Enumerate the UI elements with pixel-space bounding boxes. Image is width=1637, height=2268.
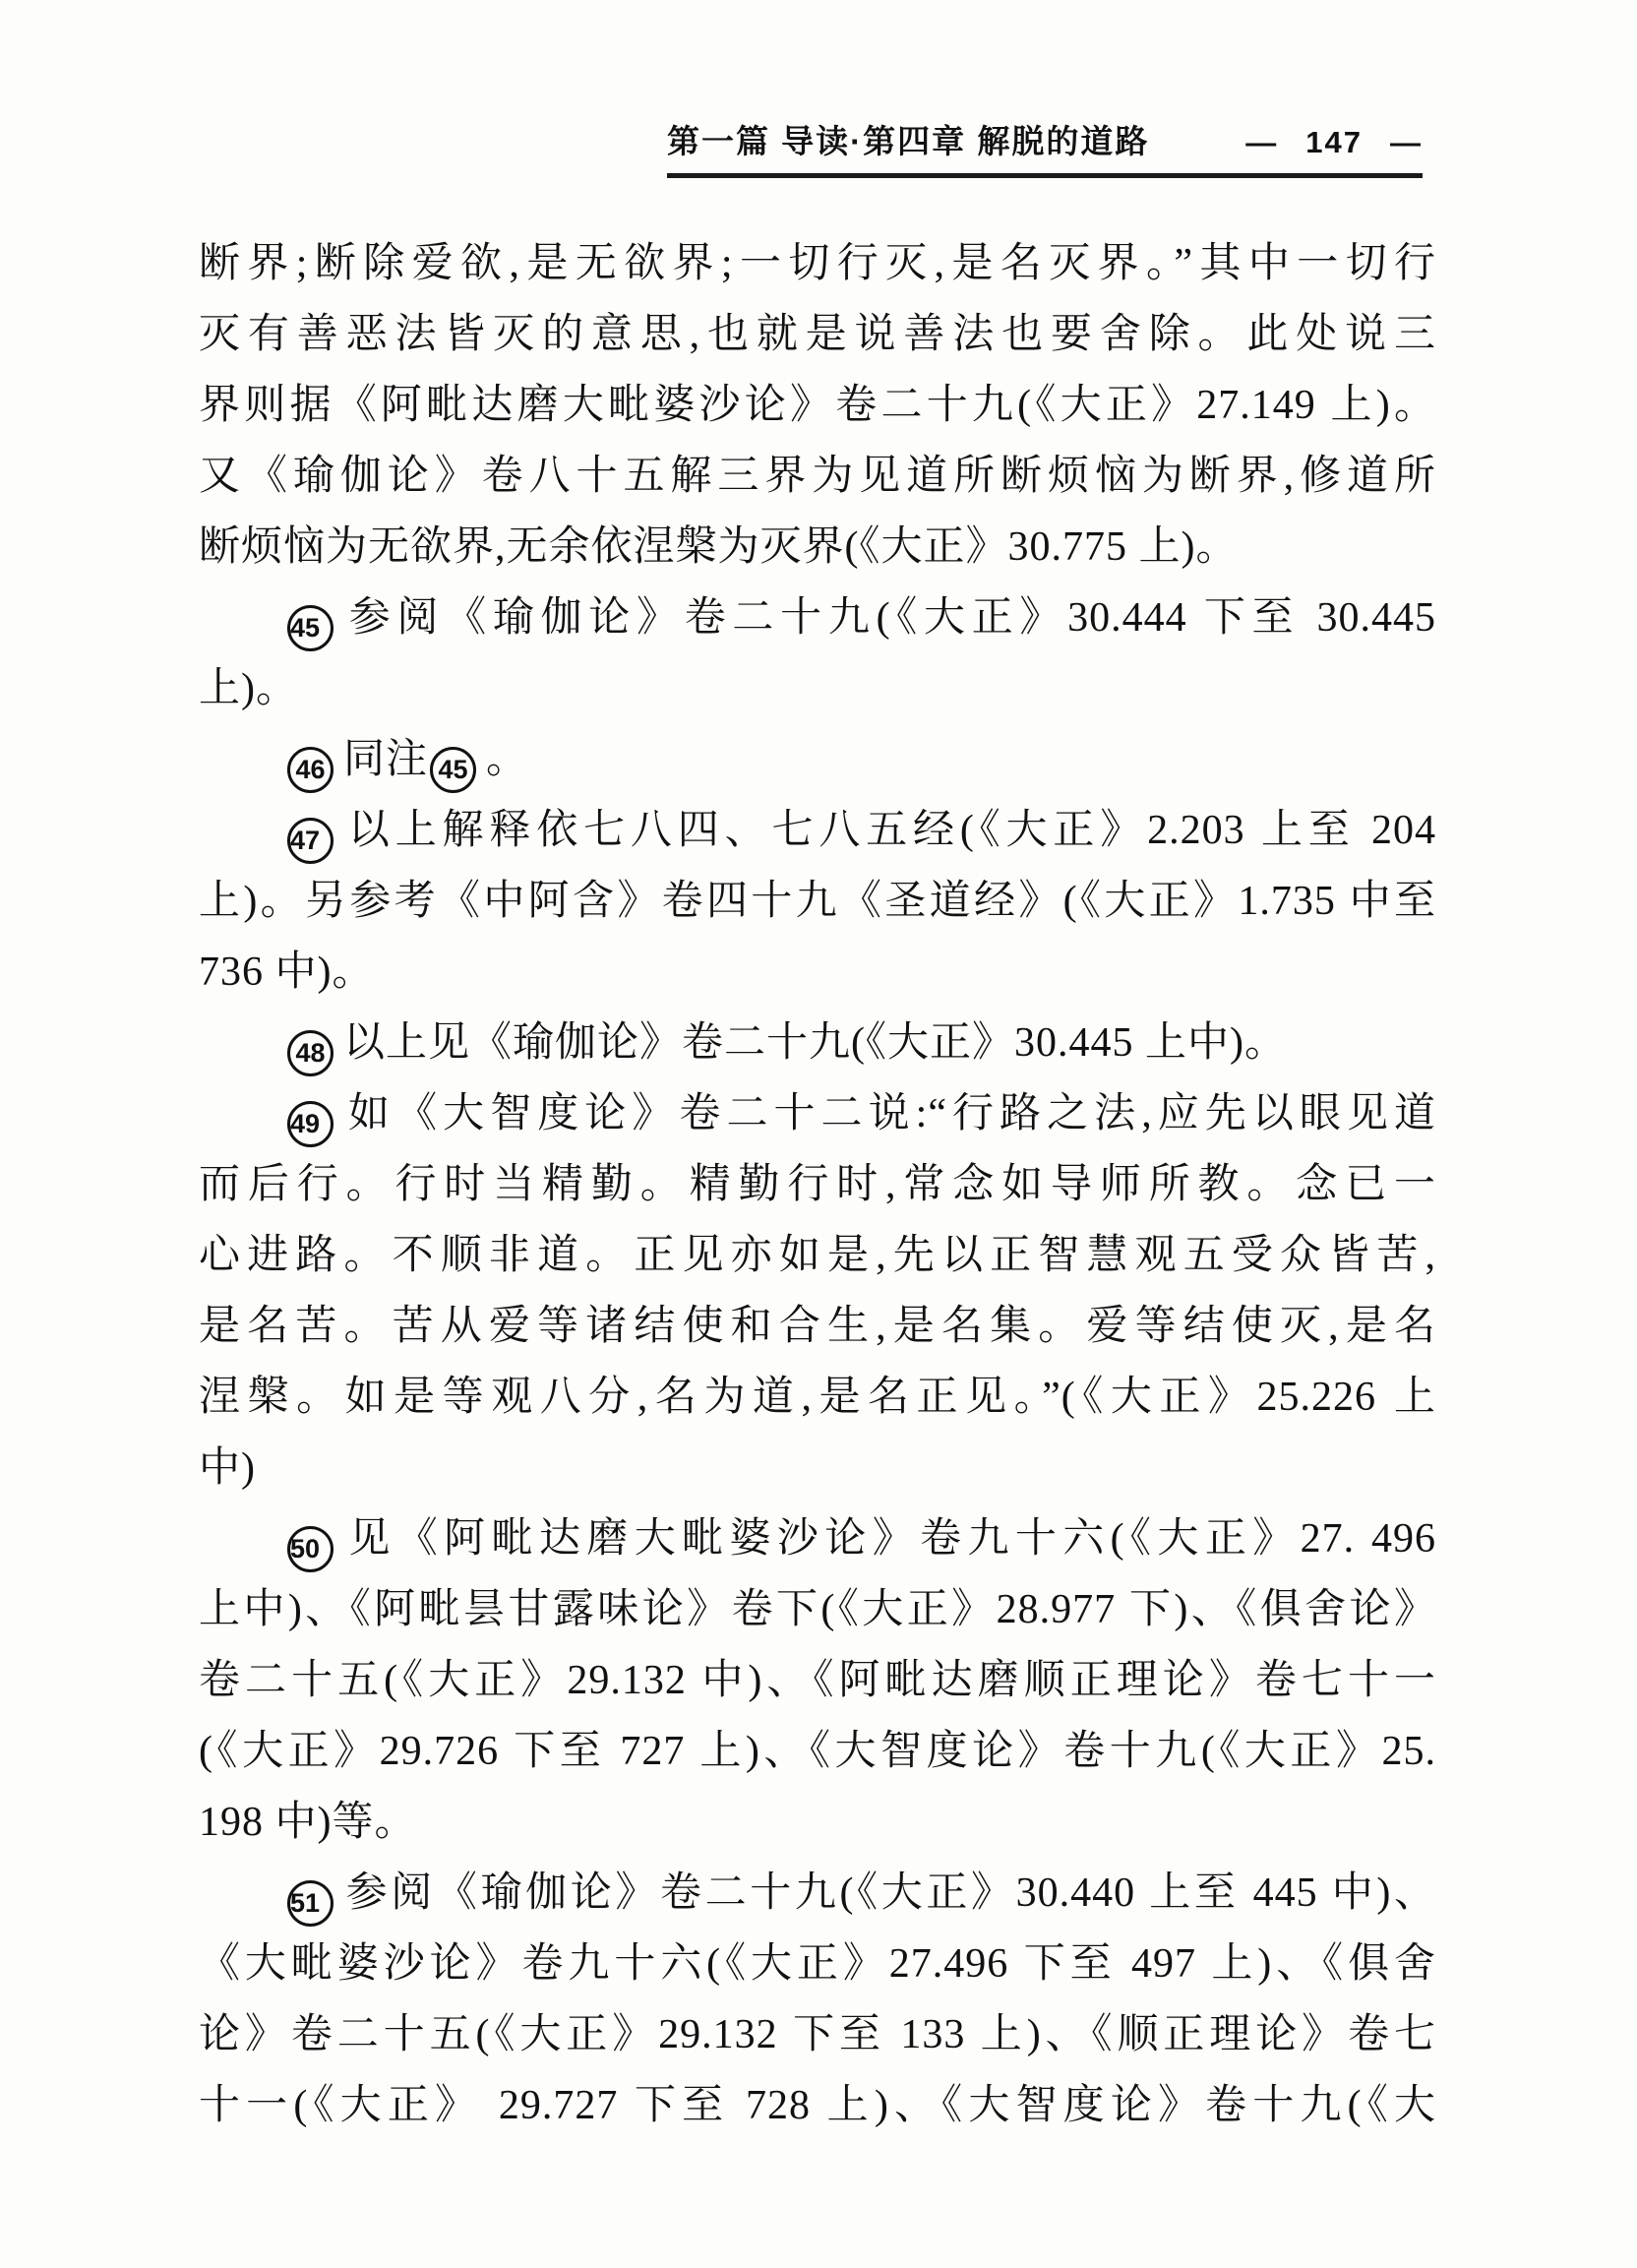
text-run: 断界;断除爱欲,是无欲界;一切行灭,是名灭界。”其中一切行 [199,241,1436,286]
text-run: 见《阿毗达磨大毗婆沙论》卷九十六(《大正》27. 496 [343,1516,1436,1562]
text-run: 卷二十五(《大正》29.132 中)、《阿毗达磨顺正理论》卷七十一 [199,1658,1436,1703]
text-run: 论》卷二十五(《大正》29.132 下至 133 上)、《顺正理论》卷七 [199,2012,1436,2057]
text-line [199,2070,1436,2141]
text-line [199,795,1436,866]
text-run: (《大正》29.726 下至 727 上)、《大智度论》卷十九(《大正》25. [199,1729,1436,1774]
text-line [199,1858,1436,1929]
text-line [199,1078,1436,1149]
text-line [199,1362,1436,1433]
text-run: 以上见《瑜伽论》卷二十九(《大正》30.445 上中)。 [343,1020,1287,1066]
text-line [199,653,1436,724]
text-run: 心进路。不顺非道。正见亦如是,先以正智慧观五受众皆苦, [199,1233,1436,1278]
text-line [199,1929,1436,1999]
text-run: 上)。另参考《中阿含》卷四十九《圣道经》(《大正》1.735 中至 [199,879,1436,924]
text-run: 如《大智度论》卷二十二说:“行路之法,应先以眼见道 [343,1091,1436,1136]
text-line [199,1433,1436,1503]
text-line [199,1716,1436,1787]
text-line [199,1008,1436,1078]
text-line [199,1220,1436,1291]
text-run: 参阅《瑜伽论》卷二十九(《大正》30.440 上至 445 中)、 [343,1870,1436,1916]
text-run: 而后行。行时当精勤。精勤行时,常念如导师所教。念已一 [199,1162,1436,1207]
text-line [199,1787,1436,1858]
text-line [199,370,1436,441]
text-run: 是名苦。苦从爱等诸结使和合生,是名集。爱等结使灭,是名 [199,1304,1436,1349]
text-run: 198 中)等。 [199,1800,417,1845]
note-number: 46 [287,747,333,793]
text-line [199,1999,1436,2070]
text-line [199,1503,1436,1574]
text-line [199,1645,1436,1716]
page-header [667,116,1423,178]
note-number: 48 [287,1030,333,1076]
text-line [199,582,1436,653]
note-number: 45 [430,747,476,793]
text-line [199,724,1436,795]
text-run: 以上解释依七八四、七八五经(《大正》2.203 上至 204 [343,808,1436,853]
text-line [199,299,1436,370]
running-title: 第一篇 导读·第四章 解脱的道路 [667,123,1150,159]
note-number: 45 [287,605,333,651]
text-run: 上)。 [199,666,298,711]
text-run: 上中)、《阿毗昙甘露味论》卷下(《大正》28.977 下)、《俱舍论》 [199,1587,1436,1632]
note-number: 50 [287,1526,333,1572]
text-run: 灭有善恶法皆灭的意思,也就是说善法也要舍除。此处说三 [199,312,1436,357]
note-number: 47 [287,818,333,864]
page-number-group [1245,125,1423,160]
note-number: 51 [287,1880,333,1927]
text-run: 同注 [343,737,429,782]
text-run: 又《瑜伽论》卷八十五解三界为见道所断烦恼为断界,修道所 [199,454,1436,499]
text-line [199,1291,1436,1362]
text-run: 。 [486,737,529,782]
page-number-dash-right: — [1390,125,1423,159]
text-line [199,228,1436,299]
text-run: 736 中)。 [199,950,375,995]
text-line [199,512,1436,582]
text-line [199,937,1436,1008]
text-line [199,1149,1436,1220]
text-run: 涅槃。如是等观八分,名为道,是名正见。”(《大正》25.226 上 [199,1375,1436,1420]
text-line [199,441,1436,512]
text-run: 中) [199,1445,256,1491]
text-run: 断烦恼为无欲界,无余依涅槃为灭界(《大正》30.775 上)。 [199,524,1239,570]
text-run: 《大毗婆沙论》卷九十六(《大正》27.496 下至 497 上)、《俱舍 [199,1941,1436,1987]
text-line [199,866,1436,937]
text-run: 界则据《阿毗达磨大毗婆沙论》卷二十九(《大正》27.149 上)。 [199,383,1436,428]
text-line [199,1574,1436,1645]
text-run: 参阅《瑜伽论》卷二十九(《大正》30.444 下至 30.445 [343,595,1436,641]
note-number: 49 [287,1101,333,1147]
page-number-dash-left: — [1245,125,1279,159]
text-run: 十一(《大正》 29.727 下至 728 上)、《大智度论》卷十九(《大 [199,2083,1436,2128]
page-number: 147 [1305,125,1363,159]
page-body [199,228,1436,2141]
